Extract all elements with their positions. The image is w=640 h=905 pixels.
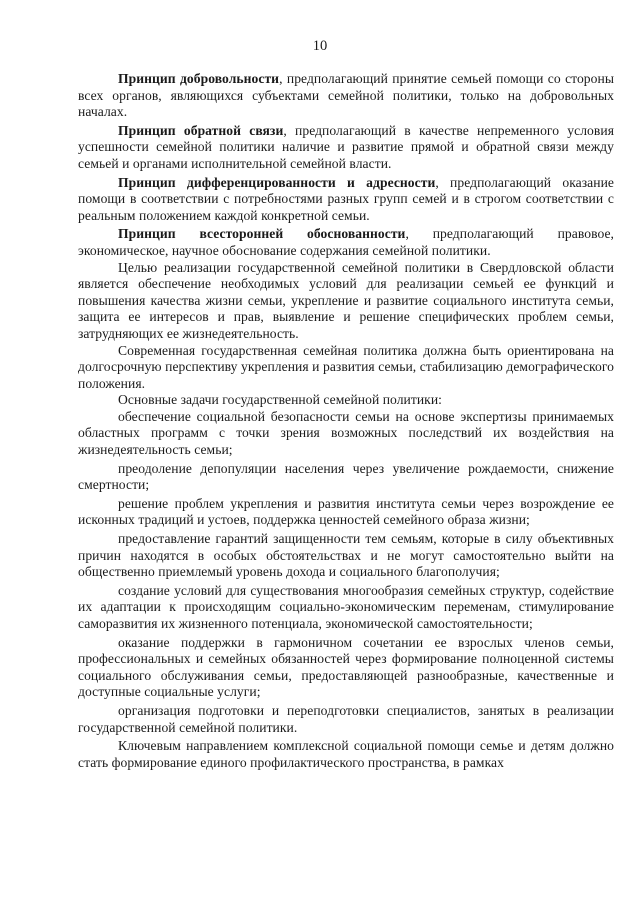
task-item: преодоление депопуляции населения через увеличение рождаемости, снижение смертности;	[78, 460, 614, 493]
task-item: предоставление гарантий защищенности тем семьям, которые в силу объективных причин находятся в особых обстоятельствах и не могут самостоятельно выйти на общественно приемлемый уровень дохода и социального благополучия;	[78, 531, 614, 580]
page-number: 10	[312, 38, 328, 54]
principle-paragraph	[78, 226, 614, 259]
task-item: решение проблем укрепления и развития института семьи через возрождение ее исконных традиций и устоев, поддержка ценностей семейного образа жизни;	[78, 495, 614, 528]
principle-title: Принцип дифференцированности и адресности	[118, 174, 436, 190]
tasks-intro: Основные задачи государственной семейной политики:	[118, 392, 442, 408]
modern-policy-paragraph: Современная государственная семейная политика должна быть ориентирована на долгосрочную перспективу укрепления и развития семьи, стабилизацию демографического положения.	[78, 342, 614, 391]
principle-paragraph	[78, 71, 614, 121]
task-item: обеспечение социальной безопасности семьи на основе экспертизы принимаемых областных программ с точки зрения возможных последствий их воздействия на жизнедеятельность семьи;	[78, 408, 614, 458]
principle-title: Принцип обратной связи	[118, 122, 284, 138]
closing-paragraph: Ключевым направлением комплексной социальной помощи семье и детям должно стать формирование единого профилактического пространства, в рамках	[78, 738, 614, 770]
principle-text: , предполагающий правовое, экономическое, научное обоснование содержания семейной политики.	[78, 226, 614, 258]
principle-text: , предполагающий оказание помощи в соответствии с потребностями разных групп семей и в строгом соответствии с реальным положением каждой конкретной семьи.	[78, 174, 614, 223]
task-item: создание условий для существования многообразия семейных структур, содействие их адаптации к происходящим социально-экономическим переменам, стимулирование саморазвития их жизненного потенциала, экономической самостоятельности;	[78, 582, 614, 631]
task-item: организация подготовки и переподготовки специалистов, занятых в реализации государственной семейной политики.	[78, 702, 614, 735]
principle-title: Принцип добровольности	[118, 71, 280, 86]
task-item: оказание поддержки в гармоничном сочетании ее взрослых членов семьи, профессиональных и семейных обязанностей через формирование полноценной системы социального обслуживания семьи, предоставляющей разнообразные, качественные и доступные социальные услуги;	[78, 634, 614, 700]
principle-paragraph	[78, 123, 614, 173]
document-body	[78, 71, 614, 771]
principle-title: Принцип всесторонней обоснованности	[118, 226, 406, 242]
goal-paragraph: Целью реализации государственной семейной политики в Свердловской области является обеспечение необходимых условий для реализации семьей ее функций и повышения качества жизни семьи, укрепление и развитие социального института семьи, защита ее интересов и прав, выявление и решение специфических проблем семьи, затрудняющих ее жизнедеятельность.	[78, 259, 614, 341]
principle-paragraph	[78, 175, 614, 225]
principle-text: , предполагающий принятие семьей помощи со стороны всех органов, являющихся субъектами семейной политики, только на добровольных началах.	[78, 71, 615, 120]
principle-text: , предполагающий в качестве непременного условия успешности семейной политики наличие и развитие прямой и обратной связи между семьей и органами исполнительной семейной власти.	[78, 122, 614, 171]
